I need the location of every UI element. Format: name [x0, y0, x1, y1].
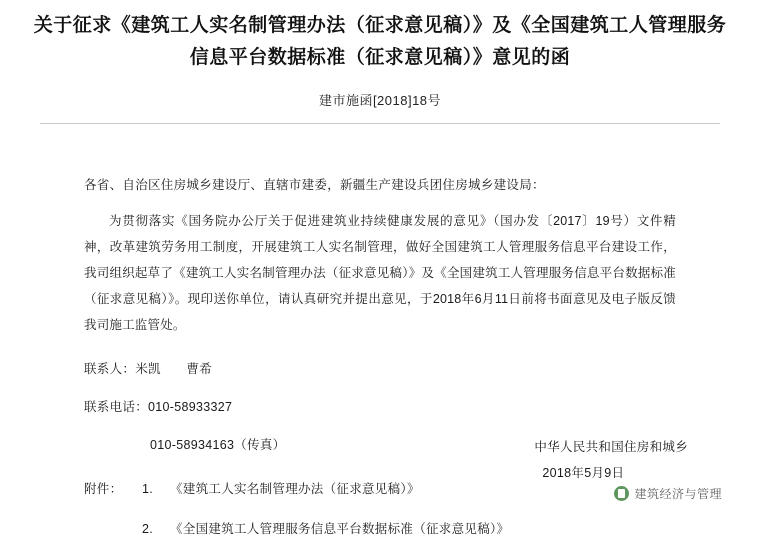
watermark [614, 485, 722, 502]
attachment-name: 《全国建筑工人管理服务信息平台数据标准（征求意见稿）》 [170, 522, 510, 536]
header-divider [40, 123, 720, 124]
contact-phone-label: 联系电话： [84, 400, 149, 414]
document-number: 建市施函[2018]18号 [318, 93, 442, 108]
page-title: 关于征求《建筑工人实名制管理办法（征求意见稿）》及《全国建筑工人管理服务信息平台数据标准（征求意见稿）》意见的函 [33, 15, 727, 68]
attachment-row [84, 516, 676, 542]
attachments-label: 附件： [84, 482, 123, 496]
attachment-number: 1. [142, 482, 154, 496]
attachment-indent [84, 516, 142, 542]
circle-building-icon [614, 486, 629, 501]
signature-block [534, 434, 688, 486]
contact-person [84, 356, 676, 382]
contact-phone-value: 010-58933327 [148, 400, 233, 414]
contact-person-value: 米凯 曹希 [135, 362, 213, 376]
contact-phone [84, 394, 676, 420]
contact-fax-value: 010-58934163（传真） [150, 438, 286, 452]
body-paragraph: 为贯彻落实《国务院办公厅关于促进建筑业持续健康发展的意见》（国办发〔2017〕19号）文件精神，改革建筑劳务用工制度，开展建筑工人实名制管理，做好全国建筑工人管理服务信息平台建设工作，我司组织起草了《建筑工人实名制管理办法（征求意见稿）》及《全国建筑工人管理服务信息平台数据标准（征求意见稿）》。现印送你单位，请认真研究并提出意见，于2018年6月11日前将书面意见及电子版反馈我司施工监管处。 [84, 214, 676, 332]
attachment-number: 2. [142, 522, 154, 536]
salutation: 各省、自治区住房城乡建设厅、直辖市建委，新疆生产建设兵团住房城乡建设局： [84, 178, 545, 192]
contact-person-label: 联系人： [84, 362, 136, 376]
watermark-label: 建筑经济与管理 [634, 487, 722, 501]
signature-organization: 中华人民共和国住房和城乡 [534, 440, 688, 454]
signature-date: 2018年5月9日 [542, 466, 625, 480]
attachment-name: 《建筑工人实名制管理办法（征求意见稿）》 [170, 482, 420, 496]
